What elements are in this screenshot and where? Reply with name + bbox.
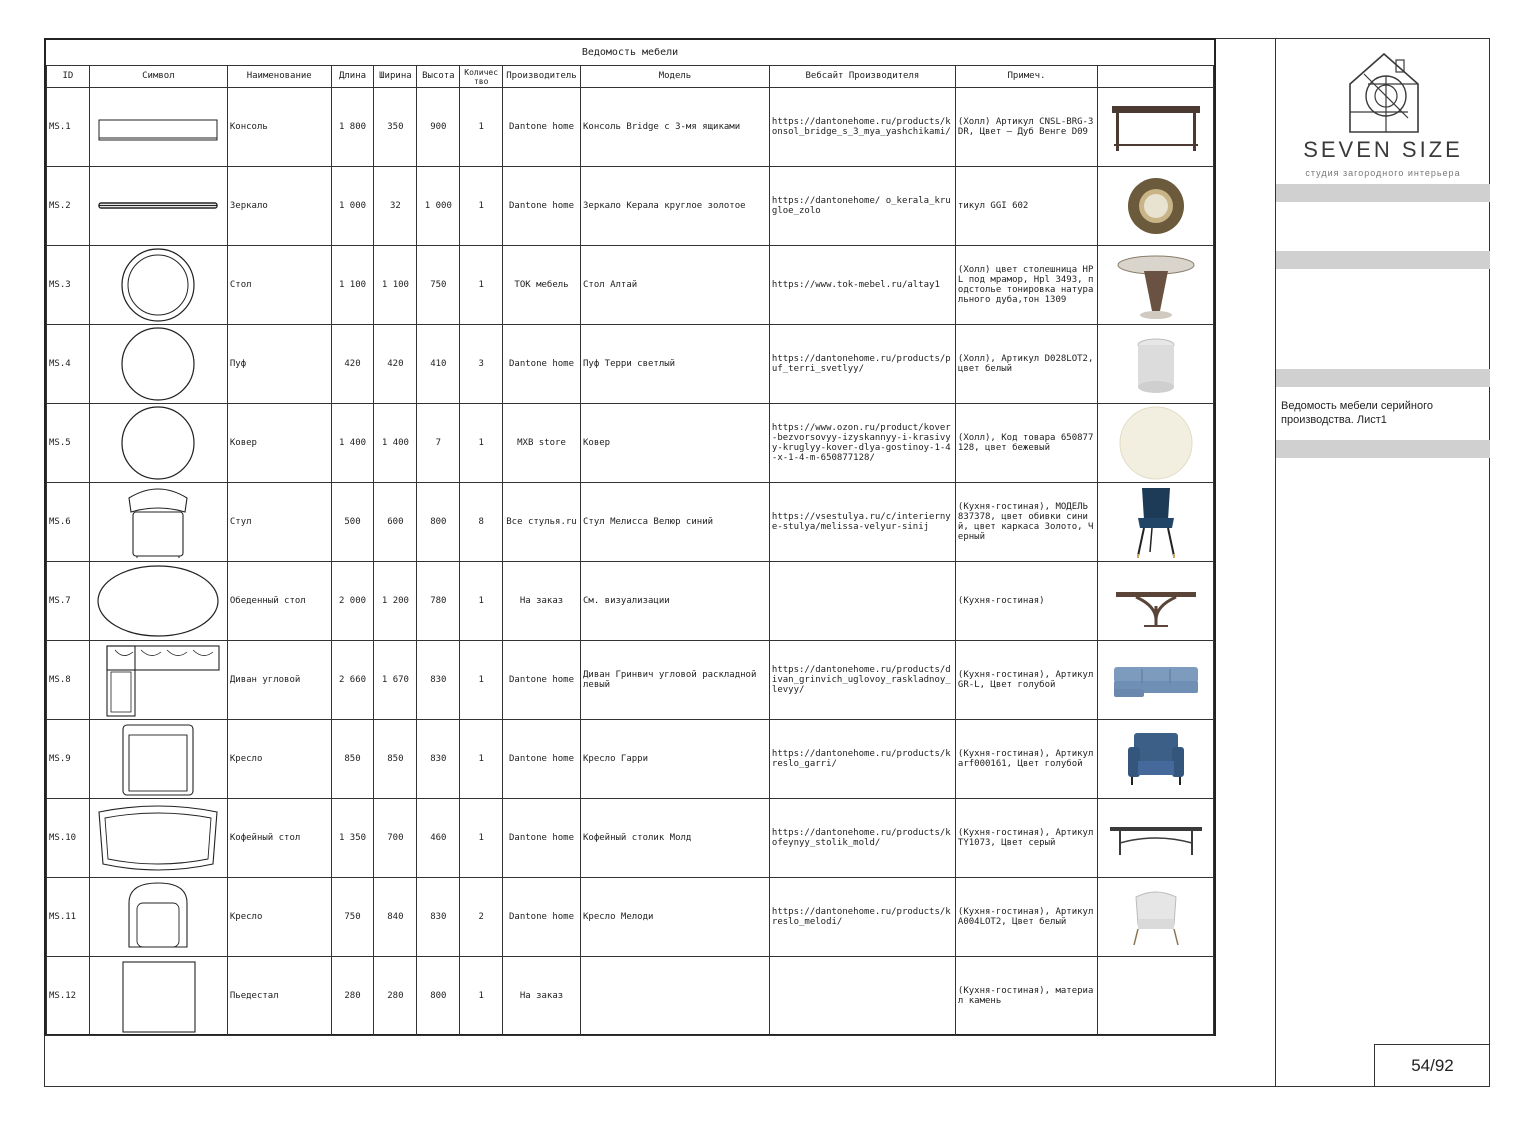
armchair-round-symbol-icon [93,879,223,955]
row-length: 420 [331,325,374,404]
row-name: Стул [227,483,331,562]
row-symbol [89,799,227,878]
row-height: 830 [417,878,460,957]
row-photo [1098,878,1214,957]
row-id: MS.7 [47,562,90,641]
row-model: Кофейный столик Молд [580,799,769,878]
row-website[interactable]: https://www.ozon.ru/product/kover-bezvorsovyy-izyskannyy-i-krasivyy-kruglyy-kover-dlya-gostinoy-1-4-x-1-4-m-650877128/ [769,404,955,483]
row-model: Пуф Терри светлый [580,325,769,404]
row-height: 830 [417,720,460,799]
row-website[interactable]: https://dantonehome/ o_kerala_krugloe_zolo [769,167,955,246]
row-maker: На заказ [503,957,581,1036]
row-symbol [89,562,227,641]
row-quantity: 1 [460,88,503,167]
row-photo [1098,799,1214,878]
dining-table-photo-icon [1108,566,1204,636]
row-photo [1098,325,1214,404]
row-height: 800 [417,957,460,1036]
table-row [47,562,1214,641]
header-model: Модель [580,66,769,88]
row-website[interactable]: https://dantonehome.ru/products/kofeynyy_stolik_mold/ [769,799,955,878]
table-row [47,483,1214,562]
row-photo [1098,957,1214,1036]
header-quantity: Количество [460,66,503,88]
row-quantity: 1 [460,641,503,720]
header-maker: Производитель [503,66,581,88]
row-model: Стол Алтай [580,246,769,325]
row-length: 500 [331,483,374,562]
row-maker: На заказ [503,562,581,641]
header-row [47,66,1214,88]
furniture-schedule [44,38,1216,1036]
armchair-white-photo-icon [1108,879,1204,955]
sofa-photo-icon [1108,645,1204,715]
header-height: Высота [417,66,460,88]
header-photo [1098,66,1214,88]
row-width: 850 [374,720,417,799]
row-note: (Кухня-гостиная), Артикул GR-L, Цвет голубой [955,641,1097,720]
row-height: 830 [417,641,460,720]
row-length: 850 [331,720,374,799]
row-maker: MXB store [503,404,581,483]
page-number: 54/92 [1374,1044,1490,1086]
row-note: (Холл), Артикул D028LOT2, цвет белый [955,325,1097,404]
row-maker: Dantone home [503,641,581,720]
row-note: (Кухня-гостиная), Артикул TY1073, Цвет серый [955,799,1097,878]
row-maker: Все стулья.ru [503,483,581,562]
row-length: 1 800 [331,88,374,167]
row-name: Кресло [227,878,331,957]
row-model [580,957,769,1036]
row-symbol [89,878,227,957]
row-note: (Кухня-гостиная), МОДЕЛЬ 837378, цвет обивки синий, цвет каркаса Золото, Черный [955,483,1097,562]
schedule-title: Ведомость мебели [46,40,1214,66]
row-id: MS.4 [47,325,90,404]
gray-band [1276,251,1490,269]
table-row [47,799,1214,878]
row-note: тикул GGI 602 [955,167,1097,246]
console-photo-icon [1108,92,1204,162]
row-symbol [89,167,227,246]
row-website[interactable]: https://www.tok-mebel.ru/altay1 [769,246,955,325]
row-quantity: 3 [460,325,503,404]
row-note: (Кухня-гостиная), Артикул A004LOT2, Цвет белый [955,878,1097,957]
row-website[interactable]: https://dantonehome.ru/products/puf_terri_svetlyy/ [769,325,955,404]
sofa-symbol-icon [93,642,223,718]
row-photo [1098,562,1214,641]
row-symbol [89,720,227,799]
row-symbol [89,246,227,325]
row-photo [1098,88,1214,167]
row-quantity: 1 [460,404,503,483]
row-height: 750 [417,246,460,325]
row-quantity: 1 [460,167,503,246]
row-name: Консоль [227,88,331,167]
dining-table-symbol-icon [93,563,223,639]
row-symbol [89,404,227,483]
row-name: Пьедестал [227,957,331,1036]
brand-tagline: студия загородного интерьера [1305,168,1461,178]
row-id: MS.11 [47,878,90,957]
table-row [47,720,1214,799]
row-note: (Кухня-гостиная), Артикул arf000161, Цвет голубой [955,720,1097,799]
row-width: 700 [374,799,417,878]
row-name: Кресло [227,720,331,799]
table-row [47,246,1214,325]
row-photo [1098,246,1214,325]
row-photo [1098,483,1214,562]
console-symbol-icon [93,92,223,162]
row-quantity: 1 [460,246,503,325]
round-table-photo-icon [1108,247,1204,323]
row-width: 1 100 [374,246,417,325]
pouf-symbol-icon [93,326,223,402]
row-width: 420 [374,325,417,404]
coffee-table-symbol-icon [93,800,223,876]
row-id: MS.10 [47,799,90,878]
row-symbol [89,325,227,404]
row-width: 350 [374,88,417,167]
pedestal-symbol-icon [93,958,223,1034]
row-quantity: 1 [460,720,503,799]
row-height: 1 000 [417,167,460,246]
row-note: (Холл), Код товара 650877128, цвет бежевый [955,404,1097,483]
row-model: Кресло Гарри [580,720,769,799]
coffee-table-photo-icon [1108,803,1204,873]
row-length: 2 660 [331,641,374,720]
header-width: Ширина [374,66,417,88]
row-name: Обеденный стол [227,562,331,641]
row-height: 7 [417,404,460,483]
row-quantity: 8 [460,483,503,562]
row-id: MS.6 [47,483,90,562]
row-length: 750 [331,878,374,957]
row-model: См. визуализации [580,562,769,641]
table-row [47,325,1214,404]
header-name: Наименование [227,66,331,88]
row-length: 280 [331,957,374,1036]
row-website[interactable]: https://dantonehome.ru/products/konsol_bridge_s_3_mya_yashchikami/ [769,88,955,167]
row-name: Стол [227,246,331,325]
row-length: 1 400 [331,404,374,483]
gray-band [1276,184,1490,202]
brand-name: SEVEN SIZE [1303,137,1463,162]
row-height: 460 [417,799,460,878]
row-width: 1 670 [374,641,417,720]
row-width: 1 400 [374,404,417,483]
table-row [47,641,1214,720]
gray-band [1276,440,1490,458]
row-photo [1098,720,1214,799]
row-website [769,957,955,1036]
row-website[interactable]: https://dantonehome.ru/products/kreslo_garri/ [769,720,955,799]
header-note: Примеч. [955,66,1097,88]
row-website [769,562,955,641]
house-logo-icon [1344,48,1424,138]
rug-photo-icon [1108,405,1204,481]
row-website[interactable]: https://vsestulya.ru/c/interiernye-stulya/melissa-velyur-sinij [769,483,955,562]
row-symbol [89,88,227,167]
header-symbol: Символ [89,66,227,88]
chair-photo-icon [1108,484,1204,560]
table-row [47,404,1214,483]
row-photo [1098,167,1214,246]
row-model: Диван Гринвич угловой раскладной левый [580,641,769,720]
row-model: Стул Мелисса Велюр синий [580,483,769,562]
row-quantity: 2 [460,878,503,957]
row-symbol [89,641,227,720]
pouf-photo-icon [1108,329,1204,399]
row-website[interactable]: https://dantonehome.ru/products/kreslo_melodi/ [769,878,955,957]
table-row [47,957,1214,1036]
armchair-symbol-icon [93,721,223,797]
row-photo [1098,641,1214,720]
row-maker: Dantone home [503,878,581,957]
row-maker: Dantone home [503,167,581,246]
row-model: Зеркало Керала круглое золотое [580,167,769,246]
row-length: 2 000 [331,562,374,641]
row-id: MS.3 [47,246,90,325]
row-height: 780 [417,562,460,641]
row-id: MS.12 [47,957,90,1036]
chair-symbol-icon [93,484,223,560]
row-id: MS.8 [47,641,90,720]
row-height: 800 [417,483,460,562]
logo [1276,38,1490,183]
row-width: 600 [374,483,417,562]
row-id: MS.1 [47,88,90,167]
row-photo [1098,404,1214,483]
title-block [1275,38,1490,1087]
gray-band [1276,369,1490,387]
row-note: (Холл) Артикул CNSL-BRG-3DR, Цвет – Дуб Венге D09 [955,88,1097,167]
table-row [47,878,1214,957]
row-length: 1 000 [331,167,374,246]
row-quantity: 1 [460,562,503,641]
mirror-symbol-icon [93,171,223,241]
row-length: 1 350 [331,799,374,878]
row-maker: Dantone home [503,720,581,799]
row-length: 1 100 [331,246,374,325]
armchair-blue-photo-icon [1108,721,1204,797]
row-symbol [89,957,227,1036]
row-id: MS.5 [47,404,90,483]
row-maker: Dantone home [503,88,581,167]
row-maker: Dantone home [503,325,581,404]
header-length: Длина [331,66,374,88]
row-model: Кресло Мелоди [580,878,769,957]
rug-symbol-icon [93,405,223,481]
table-row [47,88,1214,167]
row-width: 32 [374,167,417,246]
sheet-description: Ведомость мебели серийного производства. Лист1 [1281,400,1433,426]
row-id: MS.2 [47,167,90,246]
schedule-table [46,65,1214,1036]
row-width: 840 [374,878,417,957]
row-note: (Холл) цвет столешница HPL под мрамор, Hpl 3493, подстолье тонировка натурального дуба,тон 1309 [955,246,1097,325]
row-symbol [89,483,227,562]
row-name: Пуф [227,325,331,404]
row-website[interactable]: https://dantonehome.ru/products/divan_grinvich_uglovoy_raskladnoy_levyy/ [769,641,955,720]
row-model: Консоль Bridge с 3-мя ящиками [580,88,769,167]
row-maker: TOK мебель [503,246,581,325]
row-quantity: 1 [460,957,503,1036]
row-height: 410 [417,325,460,404]
row-model: Ковер [580,404,769,483]
round-table-symbol-icon [93,247,223,323]
row-width: 1 200 [374,562,417,641]
row-name: Кофейный стол [227,799,331,878]
row-quantity: 1 [460,799,503,878]
row-width: 280 [374,957,417,1036]
row-name: Ковер [227,404,331,483]
row-id: MS.9 [47,720,90,799]
header-id: ID [47,66,90,88]
header-website: Вебсайт Производителя [769,66,955,88]
row-note: (Кухня-гостиная), материал камень [955,957,1097,1036]
row-height: 900 [417,88,460,167]
row-maker: Dantone home [503,799,581,878]
table-row [47,167,1214,246]
row-name: Зеркало [227,167,331,246]
row-note: (Кухня-гостиная) [955,562,1097,641]
row-name: Диван угловой [227,641,331,720]
mirror-photo-icon [1108,171,1204,241]
